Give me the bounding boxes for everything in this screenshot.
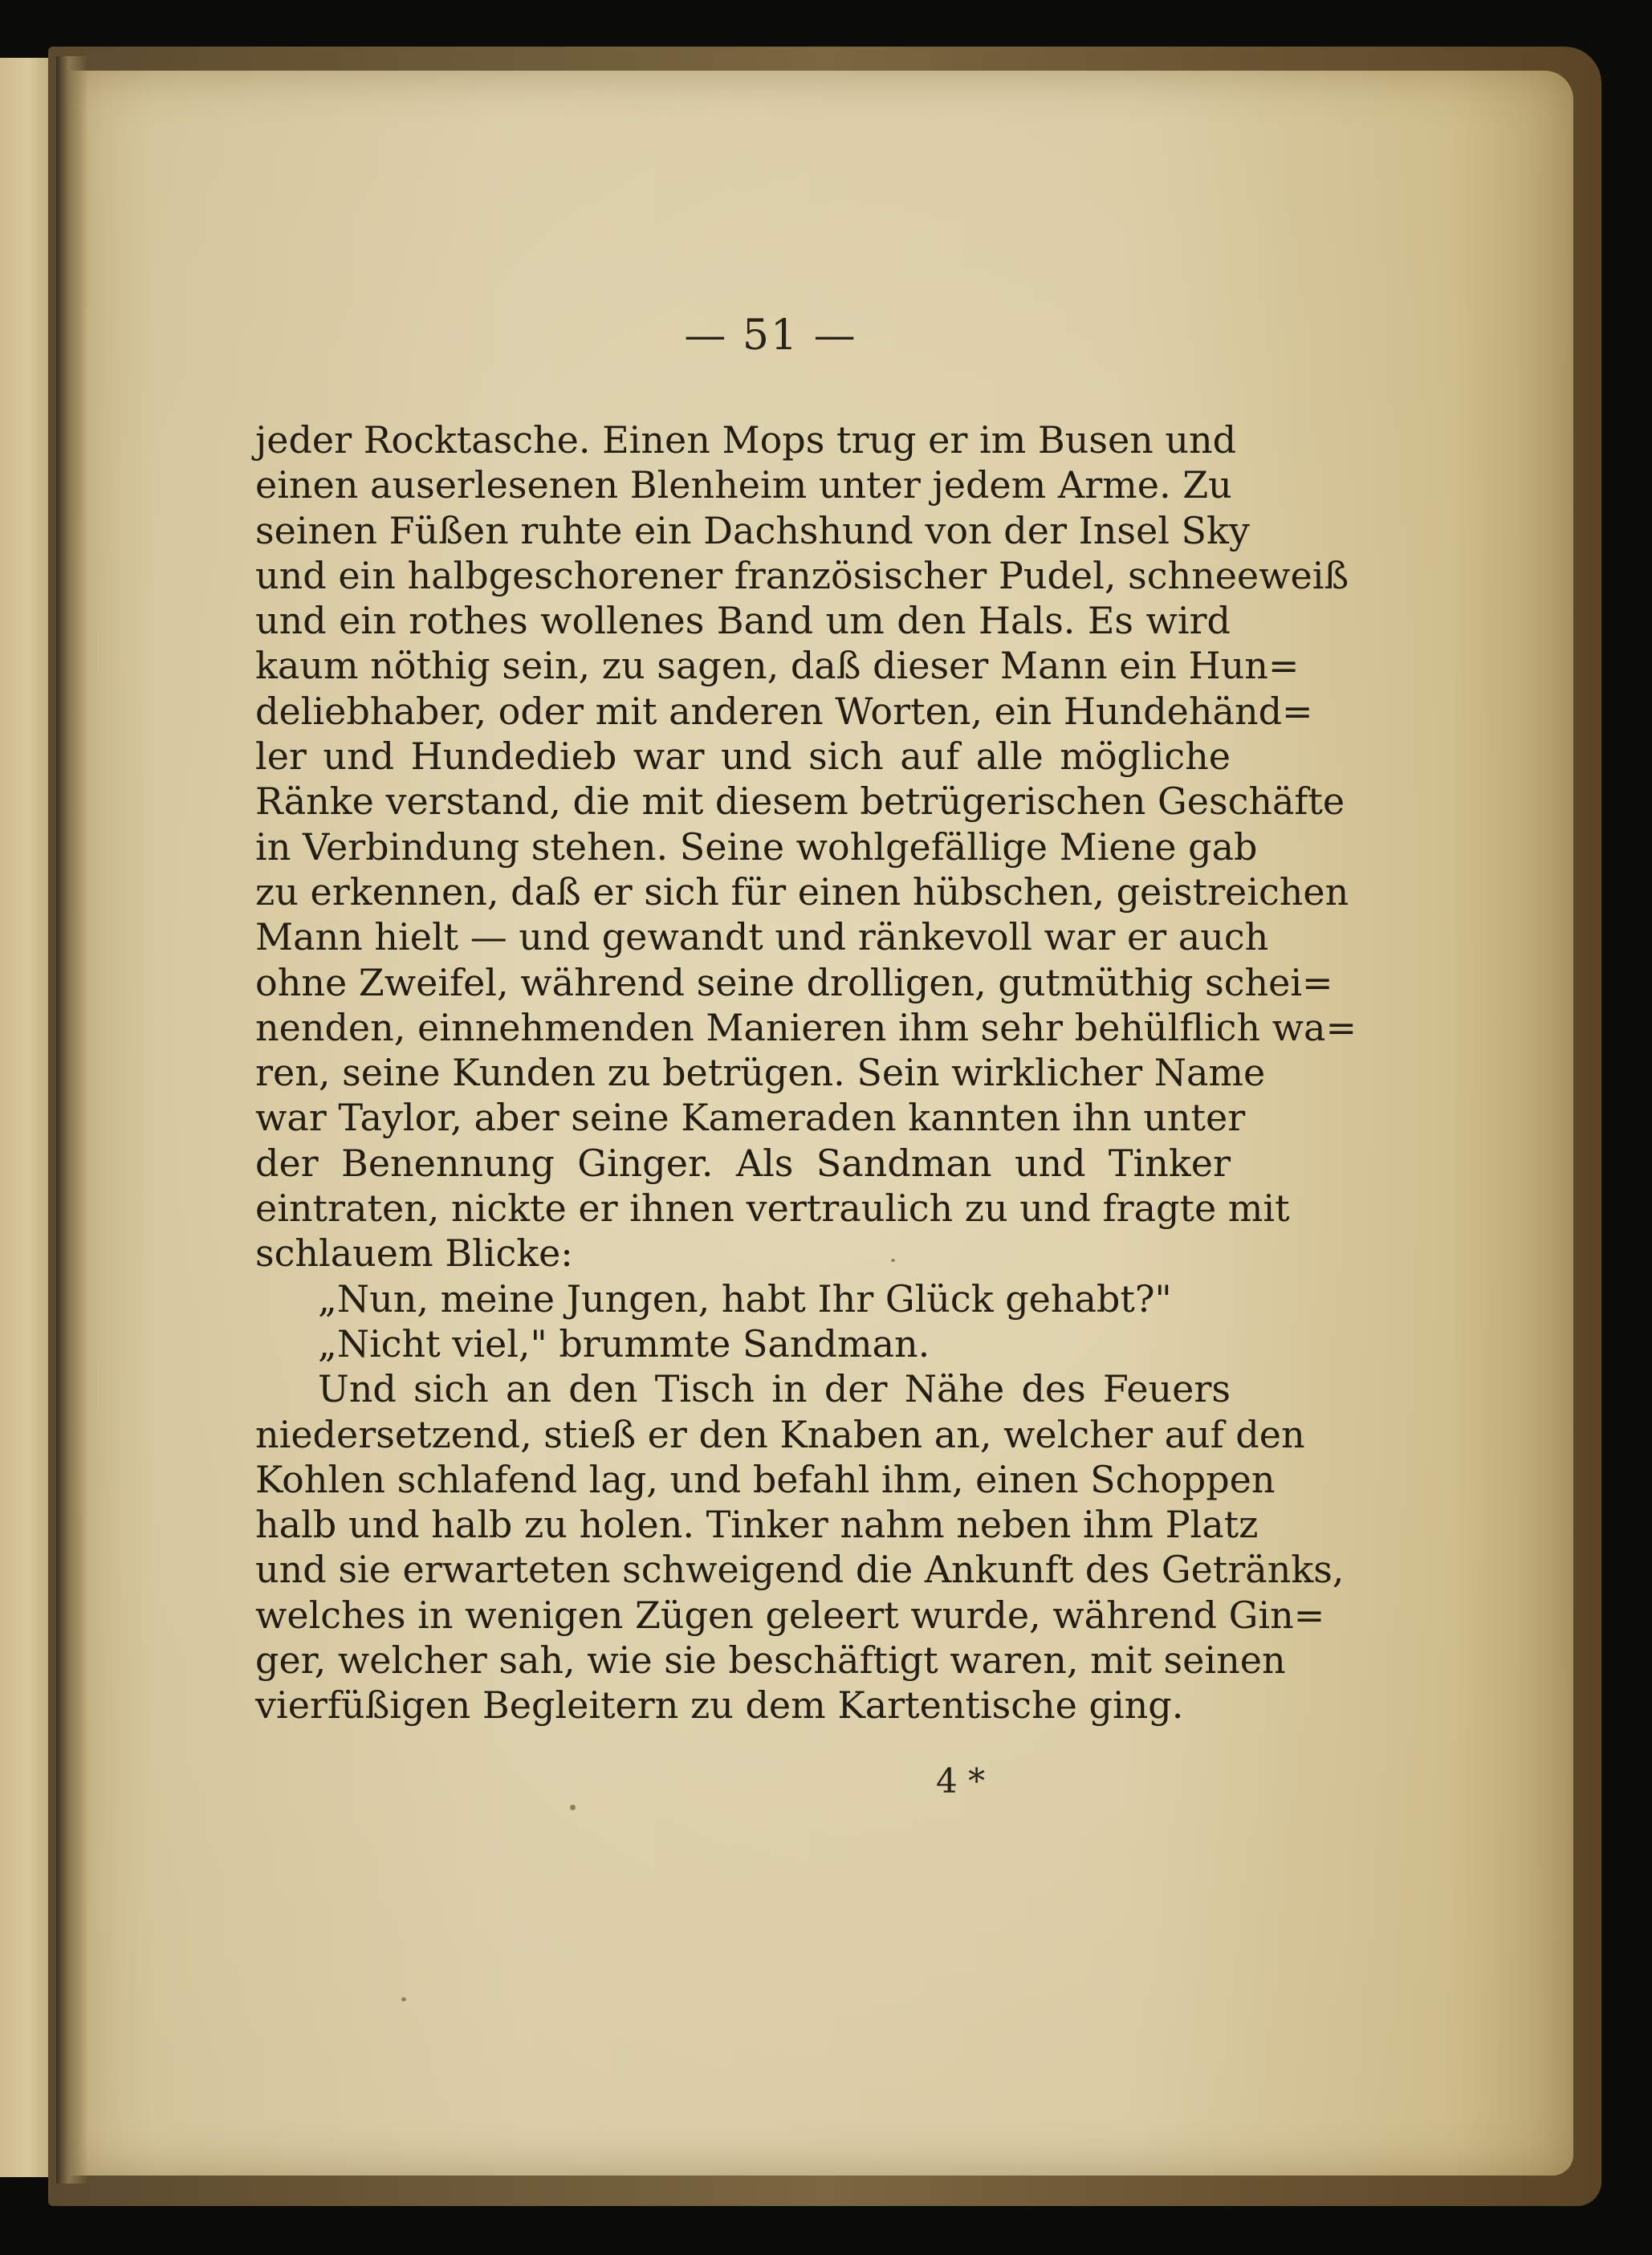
gutter-shadow — [56, 56, 88, 2184]
text-line: Ränke verstand, die mit diesem betrügerischen Geschäfte — [255, 779, 1345, 824]
text-line: ren, seine Kunden zu betrügen. Sein wirklicher Name — [255, 1051, 1266, 1095]
text-line: jeder Rocktasche. Einen Mops trug er im Busen und — [255, 418, 1237, 462]
text-line: und ein halbgeschorener französischer Pudel, schneeweiß — [255, 553, 1349, 597]
signature-mark: 4 * — [936, 1761, 986, 1801]
text-line: nenden, einnehmenden Manieren ihm sehr behülflich wa= — [255, 1005, 1357, 1049]
text-line: ler und Hundedieb war und sich auf alle mögliche — [255, 735, 1231, 779]
text-line: Kohlen schlafend lag, und befahl ihm, einen Schoppen — [255, 1457, 1276, 1501]
text-line: schlauem Blicke: — [255, 1231, 573, 1276]
text-line: und sie erwarteten schweigend die Ankunft des Getränks, — [255, 1548, 1345, 1592]
text-line: halb und halb zu holen. Tinker nahm neben ihm Platz — [255, 1503, 1259, 1547]
text-line: war Taylor, aber seine Kameraden kannten ihn unter — [255, 1096, 1246, 1140]
page-number: — 51 — — [684, 311, 857, 360]
text-line: niedersetzend, stieß er den Knaben an, welcher auf den — [255, 1412, 1305, 1456]
text-line: in Verbindung stehen. Seine wohlgefällige Miene gab — [255, 824, 1258, 869]
text-line: Mann hielt — und gewandt und ränkevoll war er auch — [255, 915, 1269, 959]
text-line: „Nun, meine Jungen, habt Ihr Glück gehabt?" — [318, 1276, 1172, 1321]
text-line: vierfüßigen Begleitern zu dem Kartentische ging. — [255, 1683, 1184, 1728]
text-line: seinen Füßen ruhte ein Dachshund von der Insel Sky — [255, 508, 1250, 552]
text-line: zu erkennen, daß er sich für einen hübschen, geistreichen — [255, 869, 1349, 914]
book-page — [64, 71, 1573, 2176]
paper-speck — [570, 1805, 576, 1810]
text-line: kaum nöthig sein, zu sagen, daß dieser Mann ein Hun= — [255, 644, 1300, 688]
text-line: und ein rothes wollenes Band um den Hals. Es wird — [255, 599, 1231, 643]
text-line: Und sich an den Tisch in der Nähe des Feuers — [318, 1367, 1231, 1411]
text-line: einen auserlesenen Blenheim unter jedem Arme. Zu — [255, 463, 1232, 507]
body-text — [255, 417, 1357, 1728]
text-line: „Nicht viel," brummte Sandman. — [318, 1321, 930, 1366]
paper-speck — [891, 1259, 895, 1262]
text-line: deliebhaber, oder mit anderen Worten, ein Hundehänd= — [255, 689, 1313, 733]
text-line: eintraten, nickte er ihnen vertraulich zu und fragte mit — [255, 1187, 1290, 1231]
text-line: ohne Zweifel, während seine drolligen, gutmüthig schei= — [255, 960, 1333, 1004]
paper-speck — [401, 1997, 406, 2001]
text-line: ger, welcher sah, wie sie beschäftigt waren, mit seinen — [255, 1638, 1286, 1683]
text-line: welches in wenigen Zügen geleert wurde, während Gin= — [255, 1593, 1325, 1637]
text-line: der Benennung Ginger. Als Sandman und Tinker — [255, 1141, 1231, 1185]
